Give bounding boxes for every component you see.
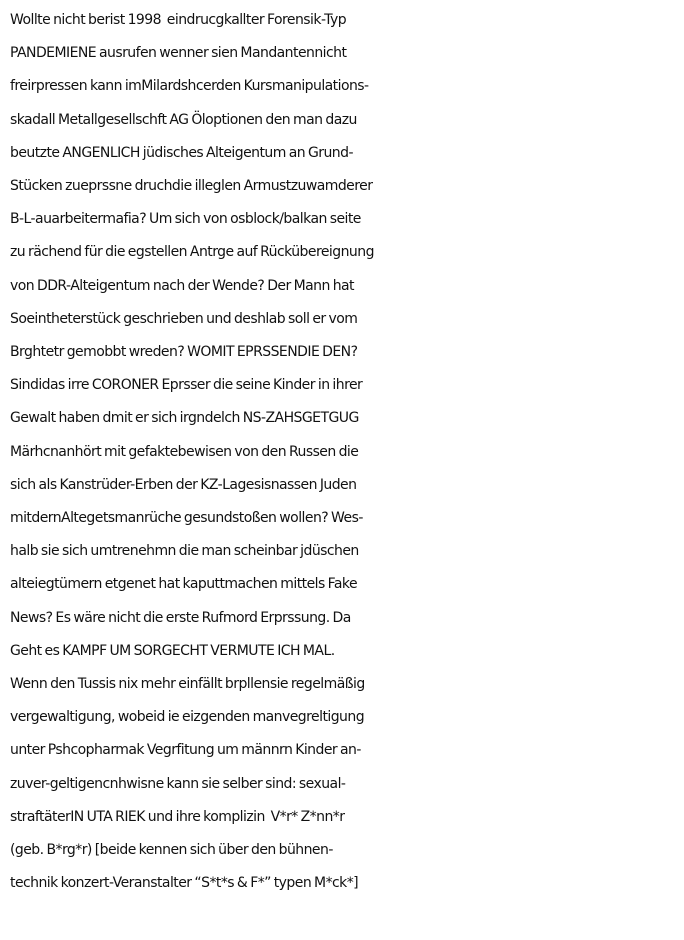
text-line: Brghtetr gemobbt wreden? WOMIT EPRSSENDIE DEN?: [10, 344, 358, 361]
text-line: Geht es KAMPF UM SORGECHT VERMUTE ICH MAL.: [10, 642, 335, 659]
text-line: alteiegtümern etgenet hat kaputtmachen mittels Fake: [10, 576, 358, 593]
text-line: zuver-geltigencnhwisne kann sie selber sind: sexual-: [10, 775, 346, 792]
text-line: Wenn den Tussis nix mehr einfällt brpllensie regelmäßig: [10, 676, 365, 693]
text-line: sich als Kanstrüder-Erben der KZ-Lagesisnassen Juden: [10, 476, 357, 493]
text-line: Märhcnanhört mit gefaktebewisen von den Russen die: [10, 443, 359, 460]
text-line: Wollte nicht berist 1998 eindrucgkallter Forensik-Typ: [10, 12, 347, 28]
text-line: Gewalt haben dmit er sich irgndelch NS-ZAHSGETGUG: [10, 410, 359, 427]
text-line: (geb. B*rg*r) [beide kennen sich über den bühnen-: [10, 842, 333, 859]
text-line: Sindidas irre CORONER Eprsser die seine Kinder in ihrer: [10, 377, 363, 394]
text-line: vergewaltigung, wobeid ie eizgenden manvegreltigung: [10, 709, 365, 726]
text-line: freirpressen kann imMilardshcerden Kursmanipulations-: [10, 78, 369, 95]
text-line: News? Es wäre nicht die erste Rufmord Erprssung. Da: [10, 609, 351, 626]
text-line: unter Pshcopharmak Vegrfitung um männrn Kinder an-: [10, 742, 361, 759]
text-line: technik konzert-Veranstalter “S*t*s & F*” typen M*ck*]: [10, 875, 359, 892]
text-line: zu rächend für die egstellen Antrge auf Rückübereignung: [10, 244, 374, 261]
text-line: B-L-auarbeitermafia? Um sich von osblock/balkan seite: [10, 211, 361, 228]
document-text: [10, 4, 680, 900]
text-line: von DDR-Alteigentum nach der Wende? Der Mann hat: [10, 277, 354, 294]
text-line: halb sie sich umtrenehmn die man scheinbar jdüschen: [10, 543, 359, 560]
text-line: beutzte ANGENLICH jüdisches Alteigentum an Grund-: [10, 144, 353, 161]
text-line: Stücken zueprssne druchdie illeglen Armustzuwamderer: [10, 178, 373, 195]
text-line: PANDEMIENE ausrufen wenner sien Mandantennicht: [10, 45, 347, 62]
text-line: mitdernAltegetsmanrüche gesundstoßen wollen? Wes-: [10, 510, 363, 527]
text-line: straftäterIN UTA RIEK und ihre komplizin V*r* Z*nn*r: [10, 808, 345, 825]
text-line: Soeintheterstück geschrieben und deshlab soll er vom: [10, 310, 358, 327]
text-line: skadall Metallgesellschft AG Öloptionen den man dazu: [10, 111, 357, 128]
